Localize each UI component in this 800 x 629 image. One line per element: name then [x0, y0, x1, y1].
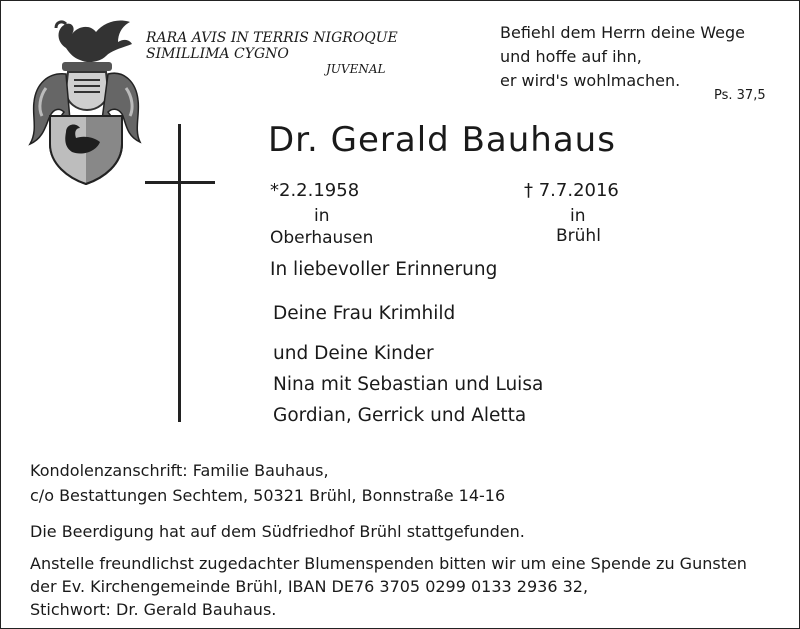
- motto-line-2: SIMILLIMA CYGNO: [146, 46, 289, 62]
- burial-note: Die Beerdigung hat auf dem Südfriedhof Brühl stattgefunden.: [30, 522, 525, 541]
- cross-icon: [145, 124, 217, 424]
- verse-line-1: Befiehl dem Herrn deine Wege: [500, 23, 746, 42]
- memorial-children-1: Nina mit Sebastian und Luisa: [273, 374, 544, 395]
- condolence-line-1: Kondolenzanschrift: Familie Bauhaus,: [30, 461, 329, 480]
- coat-of-arms-icon: [26, 12, 142, 188]
- motto-author: JUVENAL: [326, 62, 386, 76]
- donation-line-1: Anstelle freundlichst zugedachter Blumenspenden bitten wir um eine Spende zu Gunsten: [30, 554, 747, 573]
- verse-reference: Ps. 37,5: [714, 88, 766, 103]
- birth-in: in: [314, 206, 330, 226]
- memorial-intro: In liebevoller Erinnerung: [270, 259, 498, 280]
- birth-date: *2.2.1958: [270, 180, 360, 201]
- verse-line-2: und hoffe auf ihn,: [500, 47, 642, 66]
- deceased-name: Dr. Gerald Bauhaus: [268, 120, 616, 160]
- memorial-children-intro: und Deine Kinder: [273, 343, 434, 364]
- donation-line-2: der Ev. Kirchengemeinde Brühl, IBAN DE76 3705 0299 0133 2936 32,: [30, 577, 589, 596]
- memorial-wife: Deine Frau Krimhild: [273, 303, 456, 324]
- memorial-children-2: Gordian, Gerrick und Aletta: [273, 405, 527, 426]
- donation-line-3: Stichwort: Dr. Gerald Bauhaus.: [30, 600, 277, 619]
- verse-line-3: er wird's wohlmachen.: [500, 71, 681, 90]
- birth-place: Oberhausen: [270, 228, 374, 248]
- motto-line-1: RARA AVIS IN TERRIS NIGROQUE: [146, 30, 398, 46]
- condolence-line-2: c/o Bestattungen Sechtem, 50321 Brühl, Bonnstraße 14-16: [30, 486, 506, 505]
- death-place: Brühl: [556, 226, 601, 246]
- death-in: in: [570, 206, 586, 226]
- death-date: † 7.7.2016: [524, 180, 619, 201]
